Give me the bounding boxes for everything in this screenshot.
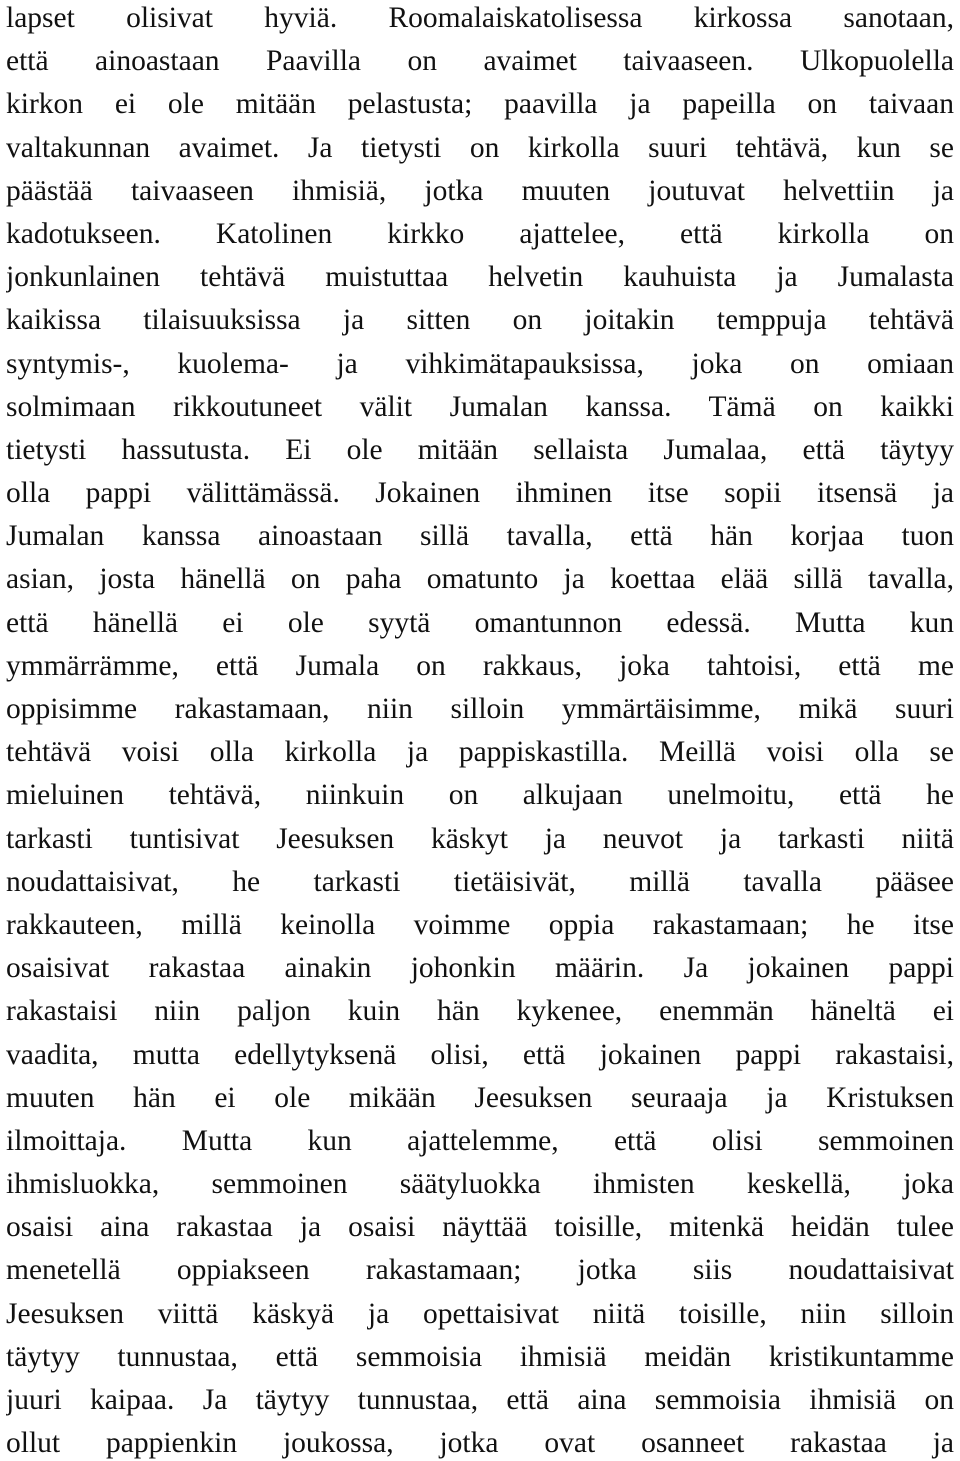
text-line: että ainoastaan Paavilla on avaimet taivaaseen. Ulkopuolella	[6, 45, 954, 78]
text-line: olla pappi välittämässä. Jokainen ihminen itse sopii itsensä ja	[6, 477, 954, 510]
text-line: oppisimme rakastamaan, niin silloin ymmärtäisimme, mikä suuri	[6, 693, 954, 725]
text-line: mieluinen tehtävä, niinkuin on alkujaan unelmoitu, että he	[6, 779, 954, 812]
text-line: valtakunnan avaimet. Ja tietysti on kirkolla suuri tehtävä, kun se	[6, 131, 954, 164]
text-line: ihmisluokka, semmoinen säätyluokka ihmisten keskellä, joka	[6, 1168, 954, 1201]
text-line: ymmärrämme, että Jumala on rakkaus, joka tahtoisi, että me	[6, 649, 954, 682]
text-line: kirkon ei ole mitään pelastusta; paavilla ja papeilla on taivaan	[6, 88, 954, 121]
text-line: rakkauteen, millä keinolla voimme oppia rakastamaan; he itse	[6, 908, 954, 941]
text-line: ollut pappienkin joukossa, jotka ovat osanneet rakastaa ja	[6, 1427, 954, 1460]
body-text	[6, 0, 954, 1461]
text-line: noudattaisivat, he tarkasti tietäisivät, millä tavalla pääsee	[6, 865, 954, 898]
text-line: juuri kaipaa. Ja täytyy tunnustaa, että aina semmoisia ihmisiä on	[6, 1384, 954, 1416]
text-line: menetellä oppiakseen rakastamaan; jotka siis noudattaisivat	[6, 1254, 954, 1287]
text-line: osaisivat rakastaa ainakin johonkin määrin. Ja jokainen pappi	[6, 952, 954, 985]
text-line: tehtävä voisi olla kirkolla ja pappiskastilla. Meillä voisi olla se	[6, 736, 954, 769]
text-line: Jeesuksen viittä käskyä ja opettaisivat niitä toisille, niin silloin	[6, 1297, 954, 1330]
text-line: kaikissa tilaisuuksissa ja sitten on joitakin temppuja tehtävä	[6, 304, 954, 337]
text-line: että hänellä ei ole syytä omantunnon edessä. Mutta kun	[6, 606, 954, 639]
text-line: syntymis-, kuolema- ja vihkimätapauksissa, joka on omiaan	[6, 347, 954, 380]
text-line: muuten hän ei ole mikään Jeesuksen seuraaja ja Kristuksen	[6, 1081, 954, 1114]
text-line: osaisi aina rakastaa ja osaisi näyttää toisille, mitenkä heidän tulee	[6, 1211, 954, 1244]
text-line: tarkasti tuntisivat Jeesuksen käskyt ja neuvot ja tarkasti niitä	[6, 822, 954, 855]
text-line: kadotukseen. Katolinen kirkko ajattelee, että kirkolla on	[6, 217, 954, 250]
text-line: tietysti hassutusta. Ei ole mitään sellaista Jumalaa, että täytyy	[6, 433, 954, 466]
text-line: vaadita, mutta edellytyksenä olisi, että jokainen pappi rakastaisi,	[6, 1038, 954, 1071]
text-line: solmimaan rikkoutuneet välit Jumalan kanssa. Tämä on kaikki	[6, 390, 954, 423]
text-line: Jumalan kanssa ainoastaan sillä tavalla, että hän korjaa tuon	[6, 520, 954, 553]
text-line: lapset olisivat hyviä. Roomalaiskatolisessa kirkossa sanotaan,	[6, 2, 954, 34]
text-line: asian, josta hänellä on paha omatunto ja koettaa elää sillä tavalla,	[6, 563, 954, 596]
text-line: täytyy tunnustaa, että semmoisia ihmisiä meidän kristikuntamme	[6, 1340, 954, 1373]
text-line: rakastaisi niin paljon kuin hän kykenee, enemmän häneltä ei	[6, 995, 954, 1028]
text-line: jonkunlainen tehtävä muistuttaa helvetin kauhuista ja Jumalasta	[6, 261, 954, 294]
text-line: päästää taivaaseen ihmisiä, jotka muuten joutuvat helvettiin ja	[6, 174, 954, 207]
text-line: ilmoittaja. Mutta kun ajattelemme, että olisi semmoinen	[6, 1124, 954, 1157]
